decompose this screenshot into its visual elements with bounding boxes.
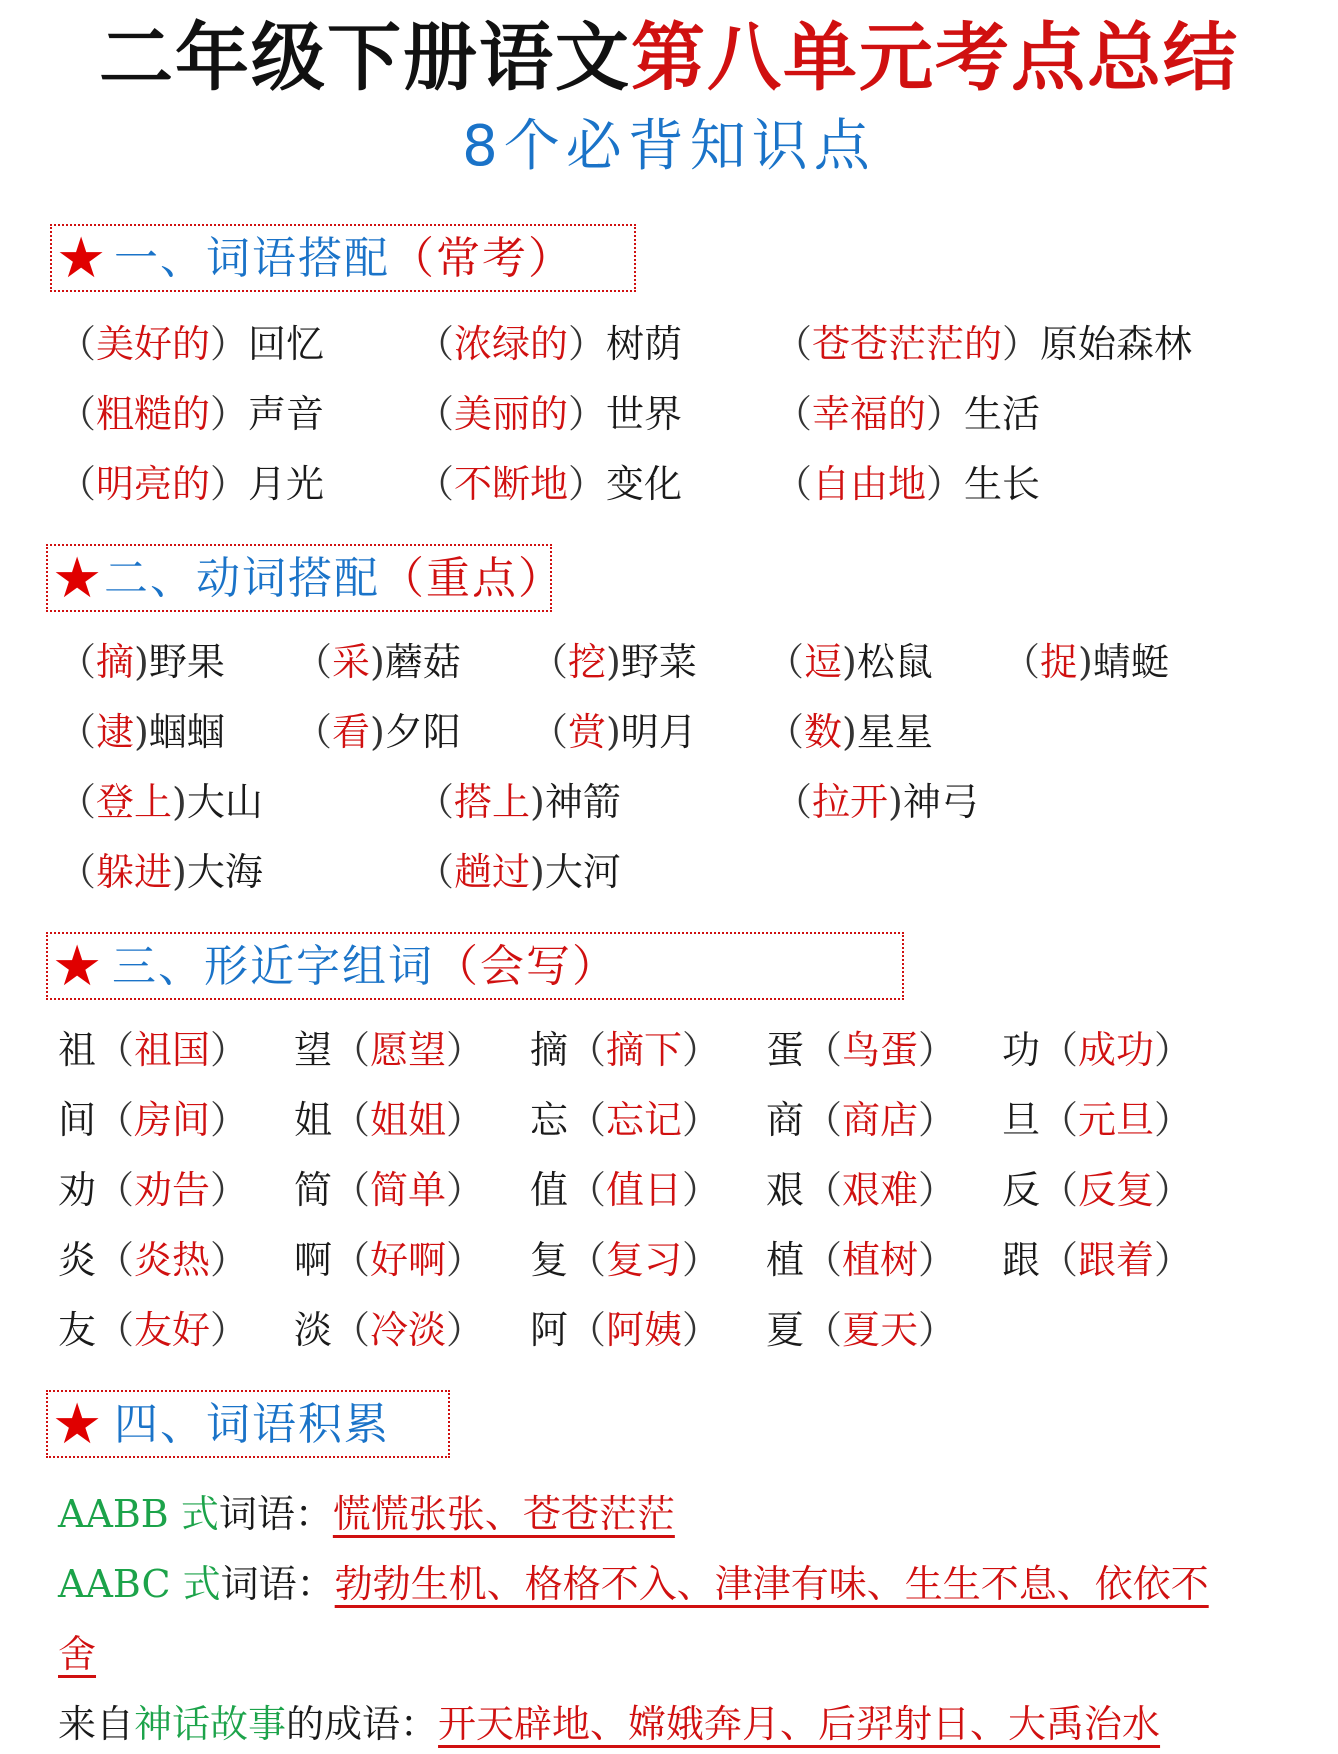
answer: 趟过	[454, 850, 531, 894]
character: 商	[766, 1098, 805, 1142]
paren-close: ）	[210, 462, 249, 506]
star-icon: ★	[52, 1392, 103, 1457]
char-item	[294, 1230, 484, 1290]
phrase-item	[774, 454, 1040, 514]
paren-open: （	[96, 1308, 135, 1352]
paren-close: ）	[1154, 1238, 1193, 1282]
answer: 不断地	[454, 462, 569, 506]
section-heading-1	[50, 224, 636, 292]
character: 阿	[530, 1308, 569, 1352]
answer: 好啊	[370, 1238, 447, 1282]
paren-open: （	[96, 1098, 135, 1142]
character: 间	[58, 1098, 97, 1142]
paren-open: （	[58, 640, 97, 684]
paren-open: （	[1040, 1098, 1079, 1142]
paren-close: ）	[682, 1028, 721, 1072]
word: 野果	[148, 640, 225, 684]
phrase-item	[416, 454, 682, 514]
paren-open: （	[416, 850, 455, 894]
star-icon: ★	[52, 934, 103, 999]
paren-open: （	[332, 1098, 371, 1142]
paren-close: ）	[210, 1308, 249, 1352]
character: 简	[294, 1168, 333, 1212]
title-part-2: 第八单元考点总结	[631, 15, 1239, 101]
answer: 摘下	[606, 1028, 683, 1072]
phrase-item	[774, 314, 1192, 374]
word: 野菜	[620, 640, 697, 684]
paren-close: ）	[568, 322, 607, 366]
word: 蝈蝈	[148, 710, 225, 754]
character: 反	[1002, 1168, 1041, 1212]
paren-open: （	[96, 1028, 135, 1072]
answer: 复习	[606, 1238, 683, 1282]
paren-close: ）	[682, 1168, 721, 1212]
char-item	[766, 1020, 956, 1080]
section-tag: （会写）	[434, 941, 618, 992]
char-item	[58, 1020, 248, 1080]
paren-close: ）	[210, 1238, 249, 1282]
paren-open: （	[416, 322, 455, 366]
paren-open: （	[416, 780, 455, 824]
word: 神弓	[902, 780, 979, 824]
paren-close: ）	[918, 1098, 957, 1142]
answer: 挖	[568, 640, 607, 684]
phrase-item	[774, 384, 1040, 444]
answer: 商店	[842, 1098, 919, 1142]
vocab-words: 舍	[58, 1632, 97, 1676]
paren-close: )	[370, 710, 385, 754]
paren-close: )	[842, 710, 857, 754]
word: 声音	[248, 392, 325, 436]
verb-item	[58, 632, 225, 692]
paren-open: （	[1040, 1168, 1079, 1212]
char-item	[766, 1160, 956, 1220]
paren-close: ）	[446, 1098, 485, 1142]
paren-open: （	[58, 710, 97, 754]
paren-open: （	[774, 780, 813, 824]
paren-close: ）	[926, 462, 965, 506]
paren-open: （	[568, 1098, 607, 1142]
char-item	[1002, 1090, 1192, 1150]
character: 友	[58, 1308, 97, 1352]
character: 功	[1002, 1028, 1041, 1072]
paren-close: ）	[210, 1098, 249, 1142]
word: 星星	[856, 710, 933, 754]
section-title: 四、词语积累	[114, 1399, 390, 1450]
paren-close: )	[888, 780, 903, 824]
char-item	[58, 1160, 248, 1220]
char-item	[58, 1300, 248, 1360]
word: 大山	[186, 780, 263, 824]
char-item	[58, 1090, 248, 1150]
vocab-words: 慌慌张张、苍苍茫茫	[332, 1492, 675, 1536]
char-item	[766, 1090, 956, 1150]
word: 世界	[606, 392, 683, 436]
answer: 明亮的	[96, 462, 211, 506]
answer: 数	[804, 710, 843, 754]
char-item	[1002, 1230, 1192, 1290]
paren-open: （	[804, 1168, 843, 1212]
paren-close: )	[172, 850, 187, 894]
paren-open: （	[332, 1028, 371, 1072]
star-icon: ★	[56, 226, 107, 291]
paren-close: ）	[446, 1238, 485, 1282]
paren-open: （	[1002, 640, 1041, 684]
verb-item	[766, 632, 933, 692]
character: 劝	[58, 1168, 97, 1212]
character: 啊	[294, 1238, 333, 1282]
paren-open: （	[96, 1238, 135, 1282]
answer: 鸟蛋	[842, 1028, 919, 1072]
paren-close: ）	[1154, 1028, 1193, 1072]
verb-item	[774, 772, 979, 832]
paren-open: （	[416, 392, 455, 436]
paren-open: （	[804, 1098, 843, 1142]
page-title	[0, 10, 1338, 106]
answer: 幸福的	[812, 392, 927, 436]
title-part-1: 二年级下册语文	[99, 15, 631, 101]
verb-item	[416, 772, 621, 832]
phrase-item	[58, 384, 324, 444]
char-item	[294, 1300, 484, 1360]
answer: 美丽的	[454, 392, 569, 436]
paren-open: （	[332, 1168, 371, 1212]
paren-close: ）	[918, 1168, 957, 1212]
character: 蛋	[766, 1028, 805, 1072]
answer: 房间	[134, 1098, 211, 1142]
section-title: 一、词语搭配	[114, 233, 390, 284]
char-item	[766, 1230, 956, 1290]
answer: 搭上	[454, 780, 531, 824]
paren-close: ）	[446, 1028, 485, 1072]
paren-open: （	[568, 1028, 607, 1072]
answer: 躲进	[96, 850, 173, 894]
answer: 成功	[1078, 1028, 1155, 1072]
phrase-item	[416, 314, 682, 374]
paren-close: )	[134, 640, 149, 684]
paren-close: )	[606, 640, 621, 684]
paren-open: （	[58, 780, 97, 824]
section-heading-4	[46, 1390, 450, 1458]
paren-open: （	[1040, 1238, 1079, 1282]
answer: 反复	[1078, 1168, 1155, 1212]
char-item	[530, 1020, 720, 1080]
vocab-type: 神话故事	[134, 1702, 287, 1746]
vocab-line-aabb	[58, 1484, 675, 1544]
answer: 忘记	[606, 1098, 683, 1142]
verb-item	[530, 632, 697, 692]
answer: 冷淡	[370, 1308, 447, 1352]
answer: 简单	[370, 1168, 447, 1212]
character: 淡	[294, 1308, 333, 1352]
word: 生长	[964, 462, 1041, 506]
paren-close: )	[1078, 640, 1093, 684]
paren-open: （	[58, 462, 97, 506]
paren-open: （	[58, 850, 97, 894]
answer: 植树	[842, 1238, 919, 1282]
paren-close: )	[842, 640, 857, 684]
answer: 看	[332, 710, 371, 754]
paren-open: （	[58, 322, 97, 366]
answer: 苍苍茫茫的	[812, 322, 1003, 366]
vocab-line-aabc	[58, 1554, 1209, 1614]
vocab-words: 开天辟地、嫦娥奔月、后羿射日、大禹治水	[438, 1702, 1161, 1746]
answer: 元旦	[1078, 1098, 1155, 1142]
answer: 登上	[96, 780, 173, 824]
paren-open: （	[774, 392, 813, 436]
char-item	[1002, 1020, 1192, 1080]
paren-open: （	[568, 1168, 607, 1212]
answer: 夏天	[842, 1308, 919, 1352]
paren-open: （	[804, 1028, 843, 1072]
answer: 炎热	[134, 1238, 211, 1282]
phrase-item	[416, 384, 682, 444]
verb-item	[58, 772, 263, 832]
char-item	[530, 1090, 720, 1150]
character: 值	[530, 1168, 569, 1212]
paren-open: （	[774, 322, 813, 366]
paren-open: （	[804, 1238, 843, 1282]
character: 艰	[766, 1168, 805, 1212]
char-item	[294, 1090, 484, 1150]
answer: 美好的	[96, 322, 211, 366]
paren-open: （	[416, 462, 455, 506]
vocab-label: 来自	[58, 1702, 135, 1746]
char-item	[530, 1300, 720, 1360]
paren-close: ）	[210, 322, 249, 366]
word: 蘑菇	[384, 640, 461, 684]
char-item	[58, 1230, 248, 1290]
paren-open: （	[568, 1308, 607, 1352]
paren-close: )	[172, 780, 187, 824]
verb-item	[294, 632, 461, 692]
answer: 祖国	[134, 1028, 211, 1072]
verb-item	[416, 842, 621, 902]
paren-close: ）	[682, 1098, 721, 1142]
word: 神箭	[544, 780, 621, 824]
vocab-line-aabc-cont	[58, 1624, 96, 1684]
paren-open: （	[294, 710, 333, 754]
char-item	[1002, 1160, 1192, 1220]
answer: 自由地	[812, 462, 927, 506]
paren-open: （	[58, 392, 97, 436]
paren-open: （	[530, 710, 569, 754]
character: 忘	[530, 1098, 569, 1142]
word: 变化	[606, 462, 683, 506]
paren-close: ）	[446, 1168, 485, 1212]
section-heading-3	[46, 932, 904, 1000]
paren-open: （	[766, 640, 805, 684]
word: 生活	[964, 392, 1041, 436]
paren-close: ）	[210, 1168, 249, 1212]
verb-item	[766, 702, 933, 762]
paren-close: )	[530, 780, 545, 824]
answer: 采	[332, 640, 371, 684]
paren-close: )	[530, 850, 545, 894]
paren-open: （	[774, 462, 813, 506]
character: 植	[766, 1238, 805, 1282]
section-title: 二、动词搭配	[104, 553, 380, 604]
answer: 跟着	[1078, 1238, 1155, 1282]
answer: 逮	[96, 710, 135, 754]
verb-item	[1002, 632, 1169, 692]
section-title: 三、形近字组词	[112, 941, 434, 992]
answer: 劝告	[134, 1168, 211, 1212]
paren-close: ）	[918, 1308, 957, 1352]
char-item	[530, 1230, 720, 1290]
verb-item	[294, 702, 461, 762]
character: 夏	[766, 1308, 805, 1352]
word: 树荫	[606, 322, 683, 366]
character: 姐	[294, 1098, 333, 1142]
answer: 友好	[134, 1308, 211, 1352]
paren-close: ）	[918, 1238, 957, 1282]
paren-open: （	[530, 640, 569, 684]
star-icon: ★	[52, 546, 103, 611]
character: 炎	[58, 1238, 97, 1282]
paren-close: ）	[682, 1238, 721, 1282]
word: 明月	[620, 710, 697, 754]
paren-close: )	[606, 710, 621, 754]
character: 跟	[1002, 1238, 1041, 1282]
char-item	[294, 1160, 484, 1220]
word: 大河	[544, 850, 621, 894]
paren-open: （	[1040, 1028, 1079, 1072]
paren-open: （	[96, 1168, 135, 1212]
character: 祖	[58, 1028, 97, 1072]
page-subtitle: 8个必背知识点	[462, 114, 876, 179]
answer: 艰难	[842, 1168, 919, 1212]
word: 大海	[186, 850, 263, 894]
word: 回忆	[248, 322, 325, 366]
vocab-type: AABB 式	[58, 1492, 219, 1536]
word: 松鼠	[856, 640, 933, 684]
paren-open: （	[332, 1308, 371, 1352]
section-heading-2	[46, 544, 564, 612]
paren-close: ）	[682, 1308, 721, 1352]
paren-close: )	[134, 710, 149, 754]
answer: 姐姐	[370, 1098, 447, 1142]
answer: 逗	[804, 640, 843, 684]
paren-close: ）	[446, 1308, 485, 1352]
paren-close: ）	[210, 1028, 249, 1072]
vocab-words: 勃勃生机、格格不入、津津有味、生生不息、依依不	[334, 1562, 1209, 1606]
paren-open: （	[332, 1238, 371, 1282]
paren-close: ）	[568, 392, 607, 436]
char-item	[766, 1300, 956, 1360]
character: 望	[294, 1028, 333, 1072]
answer: 赏	[568, 710, 607, 754]
answer: 愿望	[370, 1028, 447, 1072]
paren-open: （	[294, 640, 333, 684]
answer: 阿姨	[606, 1308, 683, 1352]
section-tag: （重点）	[380, 553, 564, 604]
paren-close: )	[370, 640, 385, 684]
word: 月光	[248, 462, 325, 506]
answer: 摘	[96, 640, 135, 684]
verb-item	[58, 702, 225, 762]
paren-close: ）	[918, 1028, 957, 1072]
paren-close: ）	[1154, 1168, 1193, 1212]
answer: 捉	[1040, 640, 1079, 684]
character: 旦	[1002, 1098, 1041, 1142]
paren-close: ）	[210, 392, 249, 436]
verb-item	[530, 702, 697, 762]
vocab-label: 词语：	[220, 1562, 335, 1606]
paren-open: （	[766, 710, 805, 754]
answer: 拉开	[812, 780, 889, 824]
paren-open: （	[568, 1238, 607, 1282]
word: 原始森林	[1040, 322, 1193, 366]
character: 复	[530, 1238, 569, 1282]
phrase-item	[58, 454, 324, 514]
paren-close: ）	[1154, 1098, 1193, 1142]
char-item	[530, 1160, 720, 1220]
paren-open: （	[804, 1308, 843, 1352]
answer: 浓绿的	[454, 322, 569, 366]
character: 摘	[530, 1028, 569, 1072]
vocab-label: 的成语：	[286, 1702, 439, 1746]
word: 蜻蜓	[1092, 640, 1169, 684]
word: 夕阳	[384, 710, 461, 754]
paren-close: ）	[926, 392, 965, 436]
paren-close: ）	[1002, 322, 1041, 366]
answer: 值日	[606, 1168, 683, 1212]
answer: 粗糙的	[96, 392, 211, 436]
vocab-label: 词语：	[218, 1492, 333, 1536]
phrase-item	[58, 314, 324, 374]
vocab-type: AABC 式	[58, 1562, 221, 1606]
char-item	[294, 1020, 484, 1080]
verb-item	[58, 842, 263, 902]
vocab-line-myth	[58, 1694, 1160, 1754]
section-tag: （常考）	[390, 233, 574, 284]
paren-close: ）	[568, 462, 607, 506]
